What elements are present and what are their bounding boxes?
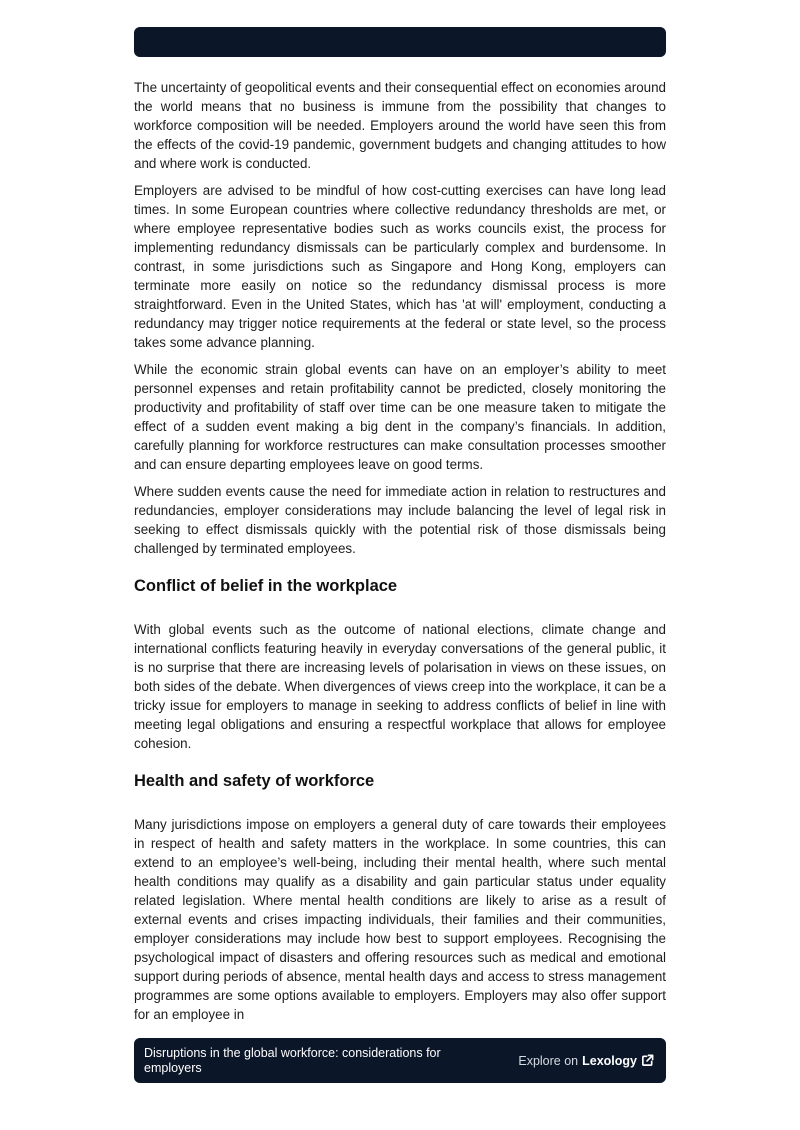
paragraph: Many jurisdictions impose on employers a general duty of care towards their employees in respect of health and safety matters in the workplace. In some countries, this can extend to an employee’s well-being, including their mental health, where such mental health conditions may qualify as a disability and gain particular status under equality related legislation. Where mental health conditions are likely to arise as a result of external events and crises impacting individuals, their families and their communities, employer considerations may include how best to support employees. Recognising the psychological impact of disasters and offering resources such as medical and emotional support during periods of absence, mental health days and access to stress management programmes are some options available to employers. Employers may also offer support for an employee in bbox=[134, 817, 666, 1022]
external-link-icon bbox=[641, 1054, 654, 1067]
section-heading-conflict-of-belief: Conflict of belief in the workplace bbox=[134, 577, 398, 595]
footer-bar bbox=[134, 1038, 666, 1083]
header-bar bbox=[134, 27, 666, 57]
paragraph: With global events such as the outcome of national elections, climate change and international conflicts featuring heavily in everyday conversations of the general public, it is no surprise that there are increasing levels of polarisation in views on these issues, on both sides of the debate. When divergences of views creep into the workplace, it can be a tricky issue for employers to manage in seeking to address conflicts of belief in line with meeting legal obligations and ensuring a respectful workplace that allows for employee cohesion. bbox=[134, 622, 666, 751]
paragraph: While the economic strain global events can have on an employer’s ability to meet personnel expenses and retain profitability cannot be predicted, closely monitoring the productivity and profitability of staff over time can be one measure taken to mitigate the effect of a sudden event making a big dent in the company’s financials. In addition, carefully planning for workforce restructures can make consultation processes smoother and can ensure departing employees leave on good terms. bbox=[134, 362, 666, 472]
paragraph: The uncertainty of geopolitical events and their consequential effect on economies around the world means that no business is immune from the possibility that changes to workforce composition will be needed. Employers around the world have seen this from the effects of the covid-19 pandemic, government budgets and changing attitudes to how and where work is conducted. bbox=[134, 80, 667, 171]
article-body bbox=[134, 78, 666, 1032]
explore-on-label: Explore on bbox=[518, 1053, 579, 1068]
footer-document-title: Disruptions in the global workforce: considerations for employers bbox=[144, 1045, 441, 1075]
section-heading-health-and-safety: Health and safety of workforce bbox=[134, 772, 375, 790]
paragraph: Where sudden events cause the need for immediate action in relation to restructures and redundancies, employer considerations may include balancing the level of legal risk in seeking to effect dismissals quickly with the potential risk of those dismissals being challenged by terminated employees. bbox=[134, 484, 666, 556]
paragraph: Employers are advised to be mindful of how cost-cutting exercises can have long lead times. In some European countries where collective redundancy thresholds are met, or where employee representative bodies such as works councils exist, the process for implementing redundancy dismissals can be particularly complex and burdensome. In contrast, in some jurisdictions such as Singapore and Hong Kong, employers can terminate more easily on notice so the redundancy dismissal process is more straightforward. Even in the United States, which has 'at will' employment, conducting a redundancy may trigger notice requirements at the federal or state level, so the process takes some advance planning. bbox=[134, 183, 666, 350]
explore-on-lexology-link[interactable] bbox=[518, 1054, 654, 1068]
lexology-brand: Lexology bbox=[582, 1053, 637, 1068]
